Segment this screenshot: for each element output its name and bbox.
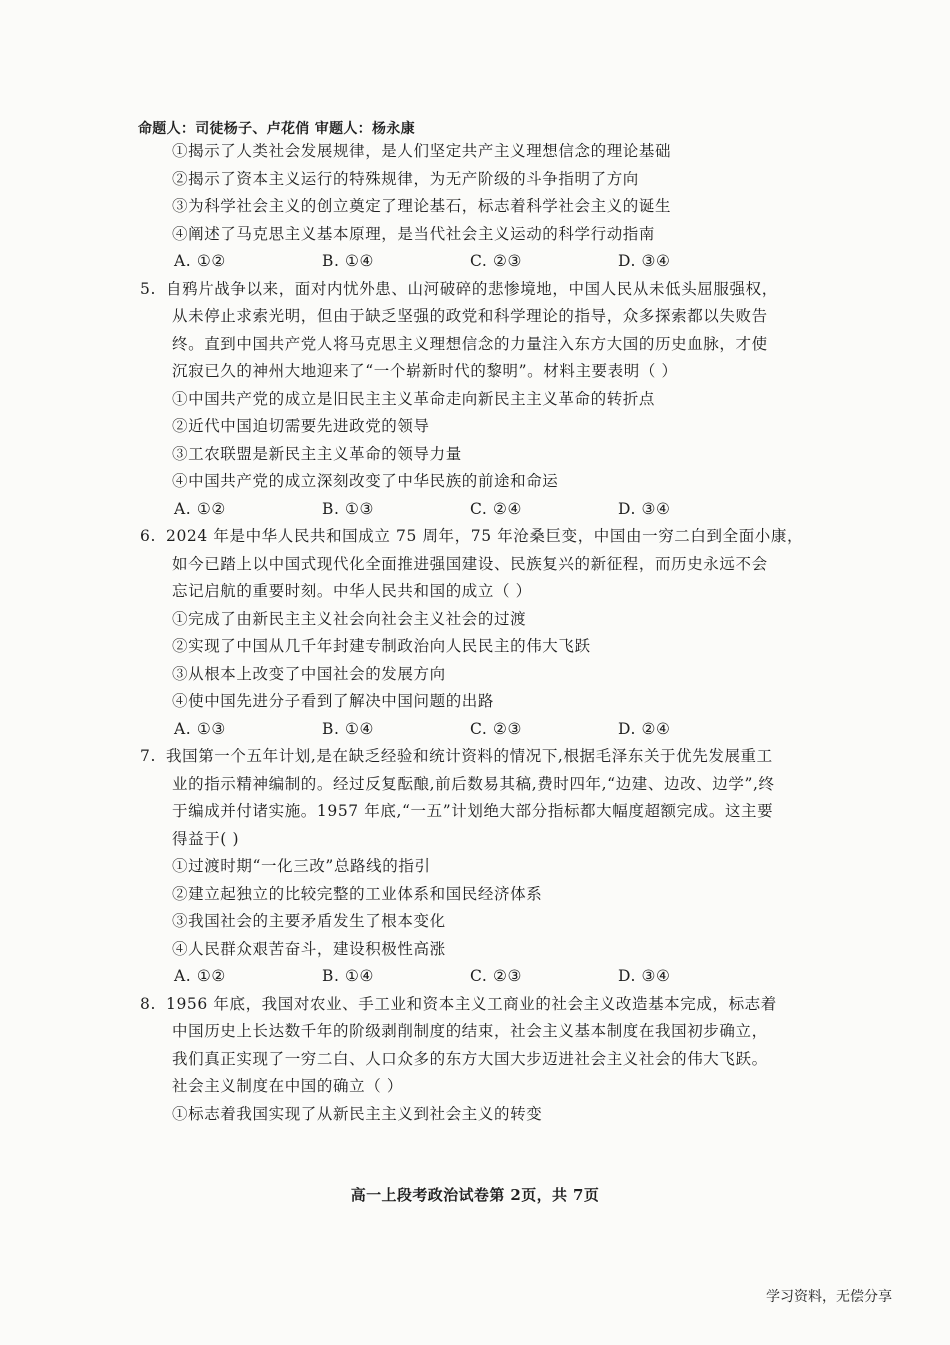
choice-d: D. ②④ (618, 719, 671, 738)
choice-b: B. ①③ (322, 499, 375, 518)
question-content (140, 138, 804, 1128)
option-item: ③我国社会的主要矛盾发生了根本变化 (172, 912, 446, 930)
question-stem: 终。直到中国共产党人将马克思主义理想信念的力量注入东方大国的历史血脉，才使 (172, 334, 768, 353)
choice-a: A. ①② (174, 499, 226, 518)
question-stem: 忘记启航的重要时刻。中华人民共和国的成立（ ） (172, 582, 532, 600)
option-item: ①过渡时期“一化三改”总路线的指引 (172, 857, 431, 875)
option-item: ④人民群众艰苦奋斗，建设积极性高涨 (172, 939, 446, 958)
choice-c: C. ②④ (470, 499, 522, 518)
answer-choices (140, 248, 780, 276)
option-item: ②揭示了资本主义运行的特殊规律，为无产阶级的斗争指明了方向 (172, 169, 639, 188)
option-item: ①标志着我国实现了从新民主主义到社会主义的转变 (172, 1104, 543, 1123)
choice-a: A. ①③ (174, 719, 226, 738)
question-stem: 中国历史上长达数千年的阶级剥削制度的结束，社会主义基本制度在我国初步确立， (172, 1022, 768, 1040)
answer-choices (140, 716, 780, 744)
choice-b: B. ①④ (322, 252, 375, 270)
choice-b: B. ①④ (322, 719, 375, 738)
question-stem: 从未停止求索光明，但由于缺乏坚强的政党和科学理论的指导，众多探索都以失败告 (172, 307, 768, 325)
option-item: ②近代中国迫切需要先进政党的领导 (172, 417, 430, 435)
option-item: ①揭示了人类社会发展规律，是人们坚定共产主义理想信念的理论基础 (172, 142, 672, 160)
question-number: 5. (140, 279, 156, 298)
question-8 (140, 991, 780, 1129)
question-number: 6. (140, 527, 156, 545)
question-stem: 1956 年底，我国对农业、手工业和资本主义工商业的社会主义改造基本完成，标志着 (166, 994, 777, 1013)
option-item: ②实现了中国从几千年封建专制政治向人民民主的伟大飞跃 (172, 637, 591, 655)
answer-choices (140, 963, 780, 991)
choice-c: C. ②③ (470, 252, 522, 270)
question-stem: 得益于( ) (172, 829, 240, 848)
choice-d: D. ③④ (618, 252, 671, 270)
corner-watermark: 学习资料，无偿分享 (766, 1289, 892, 1305)
question-number: 8. (140, 994, 156, 1013)
question-stem: 如今已踏上以中国式现代化全面推进强国建设、民族复兴的新征程，而历史永远不会 (172, 554, 768, 573)
choice-d: D. ③④ (618, 967, 671, 985)
option-item: ③为科学社会主义的创立奠定了理论基石，标志着科学社会主义的诞生 (172, 197, 672, 215)
option-item: ④中国共产党的成立深刻改变了中华民族的前途和命运 (172, 472, 559, 490)
option-item: ④使中国先进分子看到了解决中国问题的出路 (172, 692, 495, 710)
question-6 (140, 523, 804, 743)
question-stem: 业的指示精神编制的。经过反复酝酿,前后数易其稿,费时四年,“边建、边改、边学”,终 (172, 774, 775, 793)
question-4 (140, 138, 780, 276)
question-stem: 沉寂已久的神州大地迎来了“一个崭新时代的黎明”。材料主要表明（ ） (172, 362, 678, 380)
option-item: ①完成了由新民主主义社会向社会主义社会的过渡 (172, 609, 527, 628)
choice-d: D. ③④ (618, 499, 671, 518)
question-stem: 自鸦片战争以来，面对内忧外患、山河破碎的悲惨境地，中国人民从未低头屈服强权， (166, 279, 778, 298)
question-stem: 我国第一个五年计划,是在缺乏经验和统计资料的情况下,根据毛泽东关于优先发展重工 (166, 747, 773, 765)
author-line: 命题人：司徒杨子、卢花俏 审题人：杨永康 (138, 121, 415, 137)
option-item: ③从根本上改变了中国社会的发展方向 (172, 664, 446, 683)
choice-a: A. ①② (174, 252, 226, 270)
question-5 (140, 276, 780, 524)
option-item: ②建立起独立的比较完整的工业体系和国民经济体系 (172, 884, 543, 903)
option-item: ④阐述了马克思主义基本原理，是当代社会主义运动的科学行动指南 (172, 224, 656, 243)
answer-choices (140, 496, 780, 524)
option-item: ①中国共产党的成立是旧民主主义革命走向新民主主义革命的转折点 (172, 389, 656, 408)
question-7 (140, 743, 780, 991)
choice-c: C. ②③ (470, 719, 522, 738)
question-stem: 2024 年是中华人民共和国成立 75 周年，75 年沧桑巨变，中国由一穷二白到全面小康， (166, 527, 804, 545)
page-footer: 高一上段考政治试卷第 2页，共 7页 (350, 1186, 600, 1204)
question-stem: 于编成并付诸实施。1957 年底,“一五”计划绝大部分指标都大幅度超额完成。这主要 (172, 802, 774, 820)
choice-b: B. ①④ (322, 967, 375, 985)
question-stem: 我们真正实现了一穷二白、人口众多的东方大国大步迈进社会主义社会的伟大飞跃。 (172, 1049, 768, 1068)
choice-a: A. ①② (174, 967, 226, 985)
option-item: ③工农联盟是新民主主义革命的领导力量 (172, 444, 462, 463)
question-number: 7. (140, 747, 156, 765)
choice-c: C. ②③ (470, 967, 522, 985)
question-stem: 社会主义制度在中国的确立（ ） (172, 1077, 403, 1095)
